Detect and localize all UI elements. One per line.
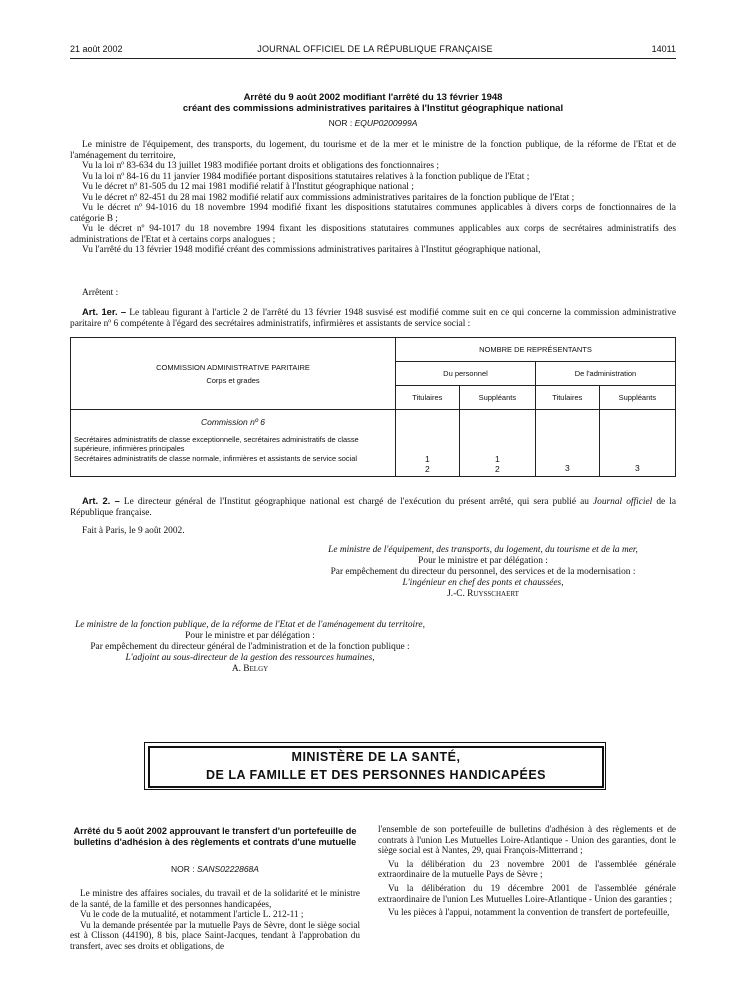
col-header-administration: De l'administration xyxy=(535,362,675,386)
journal-officiel-ref: Journal officiel xyxy=(593,497,653,507)
cell-personnel-suppleants: 1 2 xyxy=(459,410,535,477)
article-2: Art. 2. – Le directeur général de l'Institut géographique national est chargé de l'exécution du présent arrêté, qui sera publié au Journal officiel de la République française. xyxy=(70,495,677,518)
header-journal: JOURNAL OFFICIEL DE LA RÉPUBLIQUE FRANÇAISE xyxy=(257,44,493,54)
arrete1-title-line2: créant des commissions administratives paritaires à l'Institut géographique national xyxy=(182,103,564,114)
visa-paragraph: Le ministre des affaires sociales, du travail et de la solidarité et le ministre de la santé, de la famille et des personnes handicapées, xyxy=(70,888,360,909)
signatory-name: J.-C. Ruysschaert xyxy=(447,589,519,599)
arrete1-nor xyxy=(70,118,676,128)
col-header-personnel: Du personnel xyxy=(396,362,536,386)
arrete2-right-column xyxy=(378,824,676,918)
row-label-normale: Secrétaires administratifs de classe normale, infirmières et assistants de service social xyxy=(74,453,358,463)
ministry-line1: MINISTÈRE DE LA SANTÉ, xyxy=(291,750,461,764)
visa-paragraph: Vu la délibération du 23 novembre 2001 de l'assemblée générale extraordinaire de la mutuelle Pays de Sèvre ; xyxy=(378,858,676,880)
col-header-titulaires: Titulaires xyxy=(535,386,599,410)
visa-paragraph: l'ensemble de son portefeuille de bulletins d'adhésion à des règlements et de contrats à l'union Les Mutuelles Loire-Atlantique - Union des garanties, dont le siège social est à Nantes, 29, quai François-Mitterrand ; xyxy=(378,824,676,856)
visa-paragraph: Vu la demande présentée par la mutuelle Pays de Sèvre, dont le siège social est à Clisson (44190), 8 bis, place Saint-Jacques, tendant à l'approbation du transfert, avec ses droits et obligations, de xyxy=(70,919,360,951)
nor-code: SANS0222868A xyxy=(197,864,259,874)
cell-personnel-titulaires: 1 2 xyxy=(396,410,460,477)
nor-label: NOR : xyxy=(328,118,353,128)
article-2-label: Art. 2. – xyxy=(82,495,120,506)
commission-label: Commission nº 6 xyxy=(200,417,266,427)
visa-paragraph: Vu les pièces à l'appui, notamment la convention de transfert de portefeuille, xyxy=(388,907,670,918)
arretent: Arrêtent : xyxy=(82,288,119,298)
signature-block-equipement: Le ministre de l'équipement, des transports, du logement, du tourisme et de la mer, Pour le ministre et par délégation : Par empêchement du directeur du personnel, des services et de la modernisation : L'ingénieur en chef des ponts et chaussées, J.-C. Ruysschaert xyxy=(290,545,676,600)
header-page-number: 14011 xyxy=(651,44,676,54)
visa-paragraph: Vu le décret nº 82-451 du 28 mai 1982 modifié relatif aux commissions administratives paritaires de la fonction publique de l'Etat ; xyxy=(82,192,575,203)
arrete1-title-line1: Arrêté du 9 août 2002 modifiant l'arrêté du 13 février 1948 xyxy=(243,92,503,103)
arrete2-nor: NOR : SANS0222868A xyxy=(171,864,259,874)
col-header-nombre: NOMBRE DE REPRÉSENTANTS xyxy=(396,338,676,362)
visa-paragraph: Vu la délibération du 19 décembre 2001 de l'assemblée générale extraordinaire de l'union Les Mutuelles Loire-Atlantique - Union des garanties ; xyxy=(378,882,676,904)
cell-admin-suppleants: 3 xyxy=(599,410,675,477)
visa-paragraph: Vu le décret nº 94-1017 du 18 novembre 1994 fixant les dispositions statutaires communes applicables aux corps de secrétaires administratifs des administrations de l'Etat et à certains corps analogues ; xyxy=(70,224,676,245)
article-1-text: Le tableau figurant à l'article 2 de l'arrêté du 13 février 1948 susvisé est modifié comme suit en ce qui concerne la commission administrative paritaire nº 6 compétente à l'égard des secrétaires administratifs, infirmières et assistants de service social : xyxy=(70,308,677,329)
table-row-labels xyxy=(71,410,396,477)
cell-admin-titulaires: 3 xyxy=(535,410,599,477)
arrete2-title: Arrêté du 5 août 2002 approuvant le transfert d'un portefeuille de bulletins d'adhésion à des règlements et contrats d'une mutuelle xyxy=(73,826,357,847)
col-header-titulaires: Titulaires xyxy=(396,386,460,410)
fait-a-paris: Fait à Paris, le 9 août 2002. xyxy=(82,526,185,536)
ministry-banner xyxy=(148,746,604,788)
ministry-line2: DE LA FAMILLE ET DES PERSONNES HANDICAPÉES xyxy=(205,768,547,782)
nor-code: EQUP0200999A xyxy=(354,118,418,128)
arrete2-left-column xyxy=(70,888,360,952)
header-date: 21 août 2002 xyxy=(70,44,123,54)
header-rule xyxy=(70,58,676,59)
article-1 xyxy=(70,307,676,329)
cap-table xyxy=(70,337,676,477)
visa-paragraph: Vu le décret nº 81-505 du 12 mai 1981 modifié relatif à l'Institut géographique national ; xyxy=(82,182,414,192)
visa-paragraph: Vu le code de la mutualité, et notamment l'article L. 212-11 ; xyxy=(80,909,304,920)
signature-block-fonction-publique: Le ministre de la fonction publique, de la réforme de l'Etat et de l'aménagement du territoire, Pour le ministre et par délégation : Par empêchement du directeur général de l'administration et de la fonction publique : L'adjoint au sous-directeur de la gestion des ressources humaines, A. Belgy xyxy=(70,620,430,675)
visa-paragraph: Vu la loi nº 83-634 du 13 juillet 1983 modifiée portant droits et obligations des fonctionnaires ; xyxy=(82,161,439,171)
visa-paragraph: Vu l'arrêté du 13 février 1948 modifié créant des commissions administratives paritaires à l'Institut géographique national, xyxy=(82,245,541,255)
visa-paragraph: Le ministre de l'équipement, des transports, du logement, du tourisme et de la mer et le ministre de la fonction publique, de la réforme de l'Etat et de l'aménagement du territoire, xyxy=(70,140,676,161)
visa-paragraph: Vu le décret nº 94-1016 du 18 novembre 1994 modifié fixant les dispositions statutaires communes applicables à divers corps de fonctionnaires de la catégorie B ; xyxy=(70,203,676,224)
article-1-label: Art. 1er. – xyxy=(82,306,127,317)
signatory-name: A. Belgy xyxy=(231,664,269,674)
arrete1-visas xyxy=(70,140,676,256)
col-header-commission: COMMISSION ADMINISTRATIVE PARITAIRE Corps et grades xyxy=(71,338,396,410)
col-header-suppleants: Suppléants xyxy=(459,386,535,410)
row-label-superieure: Secrétaires administratifs de classe exceptionnelle, secrétaires administratifs de classe supérieure, infirmières principales xyxy=(74,434,359,453)
visa-paragraph: Vu la loi nº 84-16 du 11 janvier 1984 modifiée portant dispositions statutaires relatives à la fonction publique de l'Etat ; xyxy=(82,171,530,182)
col-header-suppleants: Suppléants xyxy=(599,386,675,410)
